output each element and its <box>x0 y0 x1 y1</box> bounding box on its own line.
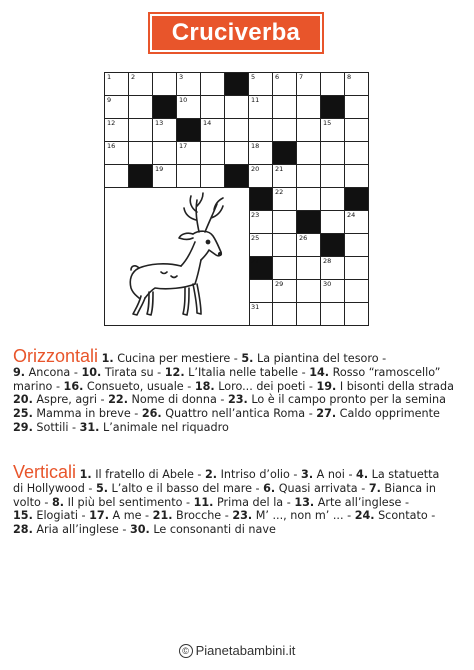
deer-illustration <box>105 188 249 325</box>
grid-cell[interactable] <box>200 72 225 96</box>
clue-text: Caldo opprimente <box>336 407 440 421</box>
clue-line <box>13 496 465 510</box>
grid-cell[interactable] <box>296 256 321 280</box>
clue-number: 4. <box>356 468 369 481</box>
grid-cell[interactable] <box>248 95 273 119</box>
clue-number: 21 <box>275 165 284 173</box>
grid-cell[interactable] <box>344 164 369 188</box>
clue-number: 31 <box>251 303 260 311</box>
grid-cell[interactable] <box>200 141 225 165</box>
clue-number: 19 <box>155 165 164 173</box>
grid-cell[interactable] <box>176 72 201 96</box>
grid-cell[interactable] <box>272 118 297 142</box>
clue-number: 31. <box>79 420 100 434</box>
grid-cell[interactable] <box>296 233 321 257</box>
grid-cell[interactable] <box>152 118 177 142</box>
grid-cell[interactable] <box>104 95 129 119</box>
clue-text: Aria all’inglese - <box>32 523 130 537</box>
clue-text: Scontato - <box>374 509 436 523</box>
clue-line <box>13 346 465 366</box>
grid-cell[interactable] <box>272 164 297 188</box>
clue-number: 6. <box>263 481 276 495</box>
grid-cell[interactable] <box>248 233 273 257</box>
clue-number: 23. <box>232 509 253 523</box>
grid-cell[interactable] <box>272 302 297 326</box>
grid-cell[interactable] <box>344 210 369 234</box>
clue-number: 22 <box>275 188 284 196</box>
clue-text: Loro... dei poeti - <box>214 379 317 393</box>
grid-cell[interactable] <box>344 72 369 96</box>
black-cell <box>176 118 201 142</box>
clue-number: 12. <box>164 365 185 379</box>
clue-number: 5. <box>95 481 108 495</box>
clue-number: 12 <box>107 119 116 127</box>
grid-cell[interactable] <box>104 72 129 96</box>
grid-cell[interactable] <box>248 141 273 165</box>
footer <box>0 643 474 658</box>
grid-cell[interactable] <box>296 118 321 142</box>
clue-number: 1 <box>107 73 112 81</box>
clue-number: 30. <box>129 523 150 537</box>
clue-text: marino - <box>13 379 64 393</box>
clue-number: 24. <box>354 509 375 523</box>
grid-cell[interactable] <box>344 256 369 280</box>
picture-box <box>104 187 250 326</box>
clue-text: Elogiati - <box>32 509 90 523</box>
grid-cell[interactable] <box>104 164 129 188</box>
black-cell <box>320 233 345 257</box>
grid-cell[interactable] <box>320 302 345 326</box>
grid-cell[interactable] <box>248 118 273 142</box>
grid-cell[interactable] <box>128 141 153 165</box>
clue-text: Prima del la - <box>213 495 295 509</box>
grid-cell[interactable] <box>248 164 273 188</box>
grid-cell[interactable] <box>320 210 345 234</box>
clue-line <box>13 366 465 380</box>
grid-cell[interactable] <box>272 279 297 303</box>
grid-cell[interactable] <box>320 164 345 188</box>
clue-text: La statuetta <box>368 468 440 481</box>
grid-cell[interactable] <box>224 118 249 142</box>
clue-text: L’Italia nelle tabelle - <box>184 365 310 379</box>
clue-number: 27 <box>251 257 260 265</box>
grid-cell[interactable] <box>344 302 369 326</box>
grid-cell[interactable] <box>128 72 153 96</box>
grid-cell[interactable] <box>248 302 273 326</box>
horizontal-clues <box>13 346 465 435</box>
clue-number: 8 <box>347 73 352 81</box>
clue-number: 2 <box>131 73 136 81</box>
clue-text: Rosso “ramoscello” <box>329 365 441 379</box>
grid-cell[interactable] <box>200 95 225 119</box>
clue-line <box>13 421 465 435</box>
grid-cell[interactable] <box>272 233 297 257</box>
clue-number: 30 <box>323 280 332 288</box>
grid-cell[interactable] <box>224 95 249 119</box>
clue-number: 15. <box>13 509 33 523</box>
grid-cell[interactable] <box>296 72 321 96</box>
clue-number: 27. <box>316 407 337 421</box>
clue-number: 8. <box>51 495 65 509</box>
clue-number: 6 <box>275 73 280 81</box>
clue-number: 26 <box>299 234 308 242</box>
clue-number: 11. <box>193 495 214 509</box>
clue-number: 2. <box>205 468 218 481</box>
clue-text: Sottili - <box>32 420 80 434</box>
clue-number: 7 <box>299 73 304 81</box>
clue-number: 17 <box>179 142 188 150</box>
grid-cell[interactable] <box>296 302 321 326</box>
orizzontali-heading: Orizzontali <box>13 346 99 366</box>
grid-cell[interactable] <box>272 95 297 119</box>
clue-text: Le consonanti di nave <box>149 523 276 537</box>
clue-text: Lo è il campo pronto per la semina <box>247 393 446 407</box>
black-cell <box>272 141 297 165</box>
clue-text: La piantina del tesoro - <box>253 352 387 365</box>
grid-cell[interactable] <box>104 141 129 165</box>
clue-number: 20. <box>13 393 33 407</box>
clue-number: 13. <box>294 495 315 509</box>
clue-number: 10. <box>81 365 102 379</box>
clue-number: 3 <box>179 73 184 81</box>
clue-text: Nome di donna - <box>127 393 228 407</box>
footer-site: Pianetabambini.it <box>195 643 296 658</box>
copyright-icon: © <box>179 644 193 658</box>
clue-line <box>13 509 465 523</box>
clue-text: Bianca in <box>380 481 436 495</box>
grid-cell[interactable] <box>344 279 369 303</box>
black-cell <box>224 72 249 96</box>
clue-number: 13 <box>155 119 164 127</box>
clue-number: 29. <box>13 420 33 434</box>
clue-number: 1. <box>101 352 114 365</box>
black-cell <box>248 256 273 280</box>
clue-text: Il più bel sentimento - <box>64 495 194 509</box>
clue-number: 10 <box>179 96 188 104</box>
clue-text: Aspre, agri - <box>32 393 109 407</box>
clue-text: L’animale nel riquadro <box>99 420 229 434</box>
clue-text: Consueto, usuale - <box>83 379 195 393</box>
clue-number: 25. <box>13 407 33 421</box>
black-cell <box>224 164 249 188</box>
grid-cell[interactable] <box>320 279 345 303</box>
grid-cell[interactable] <box>320 118 345 142</box>
clue-number: 16 <box>107 142 116 150</box>
black-cell <box>296 210 321 234</box>
clue-number: 23. <box>227 393 248 407</box>
black-cell <box>344 187 369 211</box>
grid-cell[interactable] <box>224 141 249 165</box>
clue-number: 17. <box>89 509 109 523</box>
clue-text: Ancona - <box>25 365 82 379</box>
clue-text: L’alto e il basso del mare - <box>108 481 264 495</box>
clue-text: Mamma in breve - <box>32 407 142 421</box>
grid-cell[interactable] <box>176 95 201 119</box>
clue-number: 14 <box>203 119 212 127</box>
clue-line <box>13 380 465 394</box>
clue-number: 29 <box>275 280 284 288</box>
grid-cell[interactable] <box>344 141 369 165</box>
clue-number: 16. <box>63 379 84 393</box>
clue-number: 28 <box>323 257 332 265</box>
clue-number: 24 <box>347 211 356 219</box>
clue-line <box>13 482 465 496</box>
grid-cell[interactable] <box>296 164 321 188</box>
clue-text: di Hollywood - <box>13 481 96 495</box>
clue-line <box>13 462 465 482</box>
clue-number: 9 <box>107 96 112 104</box>
clue-line <box>13 523 465 537</box>
grid-cell[interactable] <box>248 72 273 96</box>
black-cell <box>320 95 345 119</box>
clue-number: 21. <box>152 509 173 523</box>
grid-cell[interactable] <box>344 95 369 119</box>
clue-text: A noi - <box>313 468 357 481</box>
grid-cell[interactable] <box>272 256 297 280</box>
grid-cell[interactable] <box>152 72 177 96</box>
clue-text: M’ ..., non m’ ... - <box>252 509 355 523</box>
clue-line <box>13 393 465 407</box>
clue-number: 15 <box>323 119 332 127</box>
grid-cell[interactable] <box>296 187 321 211</box>
grid-cell[interactable] <box>296 141 321 165</box>
black-cell <box>152 95 177 119</box>
clue-number: 18. <box>194 379 215 393</box>
title-banner <box>150 14 322 52</box>
clue-text: Brocche - <box>172 509 233 523</box>
grid-cell[interactable] <box>176 141 201 165</box>
grid-cell[interactable] <box>320 187 345 211</box>
clue-text: Tirata su - <box>101 365 165 379</box>
clue-text: Arte all’inglese - <box>314 495 409 509</box>
clue-text: I bisonti della strada <box>336 379 454 393</box>
clue-number: 19. <box>316 379 337 393</box>
clue-text: Il fratello di Abele - <box>91 468 205 481</box>
clue-text: Cucina per mestiere - <box>113 352 242 365</box>
grid-cell[interactable] <box>200 118 225 142</box>
clue-number: 26. <box>141 407 162 421</box>
grid-cell[interactable] <box>320 256 345 280</box>
grid-cell[interactable] <box>128 95 153 119</box>
grid-cell[interactable] <box>320 72 345 96</box>
grid-cell[interactable] <box>152 164 177 188</box>
grid-cell[interactable] <box>296 279 321 303</box>
clue-number: 18 <box>251 142 260 150</box>
clue-number: 25 <box>251 234 260 242</box>
grid-cell[interactable] <box>104 118 129 142</box>
clue-number: 22. <box>108 393 128 407</box>
clue-number: 11 <box>251 96 260 104</box>
clue-text: Quasi arrivata - <box>275 481 369 495</box>
grid-cell[interactable] <box>272 210 297 234</box>
grid-cell[interactable] <box>200 164 225 188</box>
grid-cell[interactable] <box>344 233 369 257</box>
grid-cell[interactable] <box>272 187 297 211</box>
verticali-heading: Verticali <box>13 462 77 482</box>
grid-cell[interactable] <box>320 141 345 165</box>
clue-number: 23 <box>251 211 260 219</box>
clue-line <box>13 407 465 421</box>
page-title: Cruciverba <box>171 19 301 46</box>
clue-number: 9. <box>13 365 26 379</box>
clue-number: 20 <box>251 165 260 173</box>
clue-text: volto - <box>13 495 52 509</box>
clue-number: 1. <box>79 468 92 481</box>
grid-cell[interactable] <box>296 95 321 119</box>
clue-number: 28. <box>13 523 33 537</box>
clue-number: 14. <box>309 365 330 379</box>
grid-cell[interactable] <box>248 279 273 303</box>
clue-number: 5 <box>251 73 256 81</box>
clue-text: Intriso d’olio - <box>217 468 302 481</box>
black-cell <box>128 164 153 188</box>
clue-text: Quattro nell’antica Roma - <box>161 407 317 421</box>
clue-text: A me - <box>108 509 153 523</box>
grid-cell[interactable] <box>344 118 369 142</box>
black-cell <box>248 187 273 211</box>
grid-cell[interactable] <box>272 72 297 96</box>
clue-number: 5. <box>241 352 254 365</box>
grid-cell[interactable] <box>128 118 153 142</box>
vertical-clues <box>13 462 465 537</box>
grid-cell[interactable] <box>248 210 273 234</box>
grid-cell[interactable] <box>152 141 177 165</box>
clue-number: 7. <box>368 481 381 495</box>
clue-number: 3. <box>301 468 314 481</box>
grid-cell[interactable] <box>176 164 201 188</box>
